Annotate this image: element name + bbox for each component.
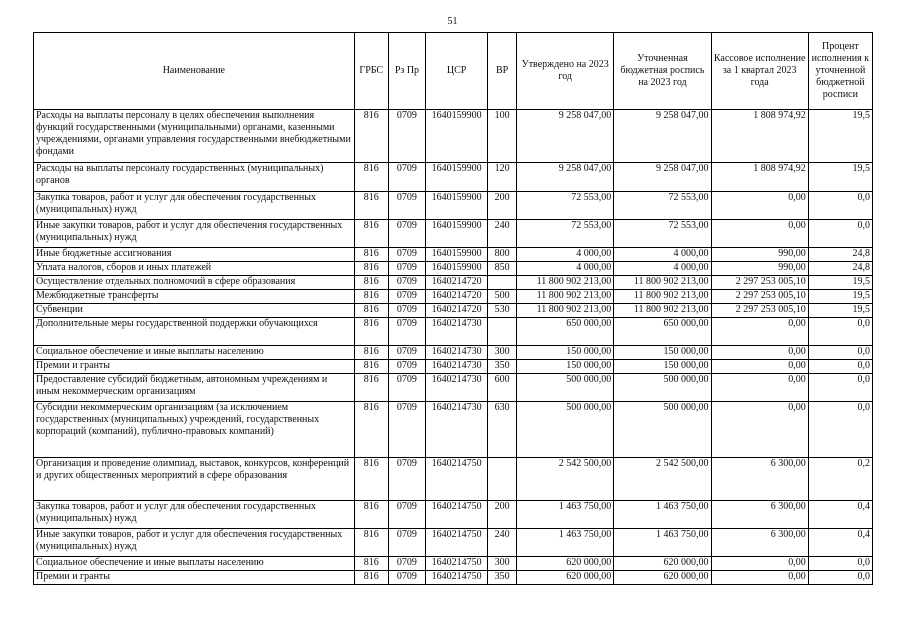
cell-grbs: 816 <box>354 557 388 571</box>
header-csr: ЦСР <box>426 33 488 110</box>
table-row <box>34 346 873 360</box>
cell-vr: 600 <box>488 374 517 402</box>
cell-grbs: 816 <box>354 304 388 318</box>
cell-approved: 620 000,00 <box>517 571 614 585</box>
cell-executed: 0,00 <box>711 557 808 571</box>
cell-name: Субвенции <box>34 304 355 318</box>
page-number: 51 <box>447 16 458 27</box>
cell-executed: 6 300,00 <box>711 529 808 557</box>
cell-specified: 9 258 047,00 <box>614 110 711 163</box>
cell-executed: 0,00 <box>711 571 808 585</box>
cell-approved: 72 553,00 <box>517 220 614 248</box>
cell-grbs: 816 <box>354 110 388 163</box>
cell-grbs: 816 <box>354 374 388 402</box>
cell-specified: 11 800 902 213,00 <box>614 290 711 304</box>
cell-grbs: 816 <box>354 529 388 557</box>
cell-vr <box>488 276 517 290</box>
cell-grbs: 816 <box>354 262 388 276</box>
cell-csr: 1640159900 <box>426 262 488 276</box>
cell-name: Дополнительные меры государственной поддержки обучающихся <box>34 318 355 346</box>
cell-executed: 0,00 <box>711 318 808 346</box>
cell-rzpr: 0709 <box>388 110 425 163</box>
cell-name: Закупка товаров, работ и услуг для обеспечения государственных (муниципальных) нужд <box>34 192 355 220</box>
cell-approved: 150 000,00 <box>517 346 614 360</box>
header-approved: Утверждено на 2023 год <box>517 33 614 110</box>
cell-executed: 0,00 <box>711 220 808 248</box>
cell-percent: 24,8 <box>808 262 872 276</box>
cell-vr: 100 <box>488 110 517 163</box>
cell-name: Премии и гранты <box>34 571 355 585</box>
cell-executed: 1 808 974,92 <box>711 110 808 163</box>
table-row <box>34 501 873 529</box>
cell-approved: 11 800 902 213,00 <box>517 290 614 304</box>
cell-approved: 650 000,00 <box>517 318 614 346</box>
table-row <box>34 192 873 220</box>
header-vr: ВР <box>488 33 517 110</box>
cell-percent: 0,4 <box>808 529 872 557</box>
cell-grbs: 816 <box>354 248 388 262</box>
cell-vr <box>488 458 517 501</box>
cell-percent: 0,0 <box>808 318 872 346</box>
cell-specified: 150 000,00 <box>614 346 711 360</box>
cell-vr: 120 <box>488 163 517 192</box>
cell-executed: 0,00 <box>711 360 808 374</box>
cell-percent: 0,0 <box>808 402 872 458</box>
cell-csr: 1640214750 <box>426 529 488 557</box>
cell-rzpr: 0709 <box>388 220 425 248</box>
cell-approved: 1 463 750,00 <box>517 529 614 557</box>
cell-csr: 1640214730 <box>426 360 488 374</box>
table-row <box>34 290 873 304</box>
cell-grbs: 816 <box>354 501 388 529</box>
cell-specified: 72 553,00 <box>614 192 711 220</box>
cell-percent: 19,5 <box>808 276 872 290</box>
cell-specified: 72 553,00 <box>614 220 711 248</box>
cell-vr: 530 <box>488 304 517 318</box>
cell-name: Предоставление субсидий бюджетным, автономным учреждениям и иным некоммерческим организациям <box>34 374 355 402</box>
cell-vr: 200 <box>488 192 517 220</box>
table-row <box>34 276 873 290</box>
cell-name: Социальное обеспечение и иные выплаты населению <box>34 346 355 360</box>
cell-name: Уплата налогов, сборов и иных платежей <box>34 262 355 276</box>
cell-name: Иные бюджетные ассигнования <box>34 248 355 262</box>
cell-rzpr: 0709 <box>388 346 425 360</box>
cell-csr: 1640159900 <box>426 248 488 262</box>
cell-specified: 620 000,00 <box>614 557 711 571</box>
table-row <box>34 571 873 585</box>
cell-rzpr: 0709 <box>388 248 425 262</box>
cell-approved: 11 800 902 213,00 <box>517 276 614 290</box>
cell-percent: 19,5 <box>808 110 872 163</box>
cell-grbs: 816 <box>354 318 388 346</box>
cell-specified: 1 463 750,00 <box>614 501 711 529</box>
cell-rzpr: 0709 <box>388 360 425 374</box>
cell-rzpr: 0709 <box>388 458 425 501</box>
cell-approved: 2 542 500,00 <box>517 458 614 501</box>
cell-percent: 0,0 <box>808 220 872 248</box>
table-row <box>34 110 873 163</box>
cell-vr: 240 <box>488 220 517 248</box>
cell-vr: 350 <box>488 360 517 374</box>
cell-rzpr: 0709 <box>388 163 425 192</box>
cell-specified: 9 258 047,00 <box>614 163 711 192</box>
cell-executed: 990,00 <box>711 262 808 276</box>
cell-percent: 0,0 <box>808 360 872 374</box>
cell-name: Иные закупки товаров, работ и услуг для обеспечения государственных (муниципальных) нужд <box>34 220 355 248</box>
cell-grbs: 816 <box>354 163 388 192</box>
cell-percent: 0,0 <box>808 571 872 585</box>
table-row <box>34 529 873 557</box>
cell-percent: 19,5 <box>808 163 872 192</box>
table-row <box>34 304 873 318</box>
cell-csr: 1640214750 <box>426 501 488 529</box>
cell-name: Закупка товаров, работ и услуг для обеспечения государственных (муниципальных) нужд <box>34 501 355 529</box>
header-executed: Кассовое исполнение за 1 квартал 2023 года <box>711 33 808 110</box>
cell-percent: 0,4 <box>808 501 872 529</box>
cell-approved: 500 000,00 <box>517 402 614 458</box>
header-grbs: ГРБС <box>354 33 388 110</box>
cell-percent: 0,0 <box>808 374 872 402</box>
cell-specified: 11 800 902 213,00 <box>614 304 711 318</box>
cell-vr: 300 <box>488 346 517 360</box>
cell-rzpr: 0709 <box>388 529 425 557</box>
cell-csr: 1640214730 <box>426 402 488 458</box>
cell-grbs: 816 <box>354 402 388 458</box>
table-row <box>34 248 873 262</box>
cell-csr: 1640214730 <box>426 318 488 346</box>
cell-executed: 2 297 253 005,10 <box>711 276 808 290</box>
cell-percent: 19,5 <box>808 290 872 304</box>
cell-approved: 11 800 902 213,00 <box>517 304 614 318</box>
cell-vr: 300 <box>488 557 517 571</box>
header-specified: Уточненная бюджетная роспись на 2023 год <box>614 33 711 110</box>
header-percent: Процент исполнения к уточненной бюджетной росписи <box>808 33 872 110</box>
cell-percent: 0,2 <box>808 458 872 501</box>
cell-csr: 1640214750 <box>426 458 488 501</box>
cell-specified: 11 800 902 213,00 <box>614 276 711 290</box>
cell-grbs: 816 <box>354 458 388 501</box>
cell-specified: 4 000,00 <box>614 248 711 262</box>
cell-specified: 150 000,00 <box>614 360 711 374</box>
table-row <box>34 163 873 192</box>
cell-csr: 1640159900 <box>426 163 488 192</box>
cell-name: Расходы на выплаты персоналу государственных (муниципальных) органов <box>34 163 355 192</box>
cell-rzpr: 0709 <box>388 290 425 304</box>
cell-executed: 0,00 <box>711 346 808 360</box>
cell-grbs: 816 <box>354 571 388 585</box>
cell-executed: 0,00 <box>711 402 808 458</box>
cell-vr: 800 <box>488 248 517 262</box>
cell-executed: 990,00 <box>711 248 808 262</box>
cell-approved: 150 000,00 <box>517 360 614 374</box>
table-row <box>34 360 873 374</box>
cell-vr: 630 <box>488 402 517 458</box>
cell-rzpr: 0709 <box>388 304 425 318</box>
cell-csr: 1640214750 <box>426 557 488 571</box>
cell-approved: 9 258 047,00 <box>517 163 614 192</box>
cell-rzpr: 0709 <box>388 192 425 220</box>
cell-approved: 500 000,00 <box>517 374 614 402</box>
cell-grbs: 816 <box>354 360 388 374</box>
cell-executed: 2 297 253 005,10 <box>711 304 808 318</box>
header-row <box>34 33 873 110</box>
cell-percent: 0,0 <box>808 192 872 220</box>
cell-rzpr: 0709 <box>388 402 425 458</box>
cell-grbs: 816 <box>354 220 388 248</box>
budget-table <box>33 32 873 585</box>
cell-name: Социальное обеспечение и иные выплаты населению <box>34 557 355 571</box>
cell-vr: 500 <box>488 290 517 304</box>
cell-approved: 4 000,00 <box>517 248 614 262</box>
cell-specified: 650 000,00 <box>614 318 711 346</box>
cell-specified: 620 000,00 <box>614 571 711 585</box>
cell-specified: 4 000,00 <box>614 262 711 276</box>
cell-vr: 850 <box>488 262 517 276</box>
cell-specified: 1 463 750,00 <box>614 529 711 557</box>
cell-csr: 1640214720 <box>426 304 488 318</box>
cell-name: Субсидии некоммерческим организациям (за исключением государственных (муниципальных) учреждений, государственных корпораций (компаний), публично-правовых компаний) <box>34 402 355 458</box>
cell-csr: 1640214730 <box>426 374 488 402</box>
table-body <box>34 110 873 585</box>
cell-csr: 1640214720 <box>426 290 488 304</box>
cell-name: Премии и гранты <box>34 360 355 374</box>
table-row <box>34 557 873 571</box>
table-row <box>34 262 873 276</box>
cell-name: Осуществление отдельных полномочий в сфере образования <box>34 276 355 290</box>
cell-csr: 1640159900 <box>426 110 488 163</box>
table-row <box>34 458 873 501</box>
cell-rzpr: 0709 <box>388 571 425 585</box>
cell-executed: 0,00 <box>711 374 808 402</box>
cell-grbs: 816 <box>354 290 388 304</box>
cell-vr: 350 <box>488 571 517 585</box>
cell-csr: 1640214720 <box>426 276 488 290</box>
cell-rzpr: 0709 <box>388 276 425 290</box>
cell-approved: 4 000,00 <box>517 262 614 276</box>
cell-csr: 1640214730 <box>426 346 488 360</box>
table-row <box>34 318 873 346</box>
cell-specified: 500 000,00 <box>614 374 711 402</box>
cell-executed: 0,00 <box>711 192 808 220</box>
cell-csr: 1640159900 <box>426 220 488 248</box>
table-row <box>34 402 873 458</box>
cell-grbs: 816 <box>354 346 388 360</box>
cell-percent: 0,0 <box>808 346 872 360</box>
cell-name: Организация и проведение олимпиад, выставок, конкурсов, конференций и других общественных мероприятий в сфере образования <box>34 458 355 501</box>
cell-approved: 620 000,00 <box>517 557 614 571</box>
cell-rzpr: 0709 <box>388 501 425 529</box>
cell-approved: 72 553,00 <box>517 192 614 220</box>
cell-percent: 19,5 <box>808 304 872 318</box>
cell-executed: 1 808 974,92 <box>711 163 808 192</box>
cell-rzpr: 0709 <box>388 318 425 346</box>
cell-name: Иные закупки товаров, работ и услуг для обеспечения государственных (муниципальных) нужд <box>34 529 355 557</box>
cell-vr: 240 <box>488 529 517 557</box>
cell-grbs: 816 <box>354 276 388 290</box>
cell-name: Межбюджетные трансферты <box>34 290 355 304</box>
cell-csr: 1640214750 <box>426 571 488 585</box>
cell-specified: 2 542 500,00 <box>614 458 711 501</box>
table-row <box>34 220 873 248</box>
cell-executed: 6 300,00 <box>711 458 808 501</box>
cell-percent: 24,8 <box>808 248 872 262</box>
cell-specified: 500 000,00 <box>614 402 711 458</box>
cell-rzpr: 0709 <box>388 374 425 402</box>
header-rzpr: Рз Пр <box>388 33 425 110</box>
cell-executed: 2 297 253 005,10 <box>711 290 808 304</box>
cell-rzpr: 0709 <box>388 262 425 276</box>
table-row <box>34 374 873 402</box>
cell-rzpr: 0709 <box>388 557 425 571</box>
cell-approved: 9 258 047,00 <box>517 110 614 163</box>
cell-percent: 0,0 <box>808 557 872 571</box>
cell-executed: 6 300,00 <box>711 501 808 529</box>
cell-vr <box>488 318 517 346</box>
cell-grbs: 816 <box>354 192 388 220</box>
cell-approved: 1 463 750,00 <box>517 501 614 529</box>
header-name: Наименование <box>34 33 355 110</box>
cell-name: Расходы на выплаты персоналу в целях обеспечения выполнения функций государственными (муниципальными) органами, казенными учреждениями, органами управления государственными внебюджетными фондами <box>34 110 355 163</box>
cell-csr: 1640159900 <box>426 192 488 220</box>
cell-vr: 200 <box>488 501 517 529</box>
